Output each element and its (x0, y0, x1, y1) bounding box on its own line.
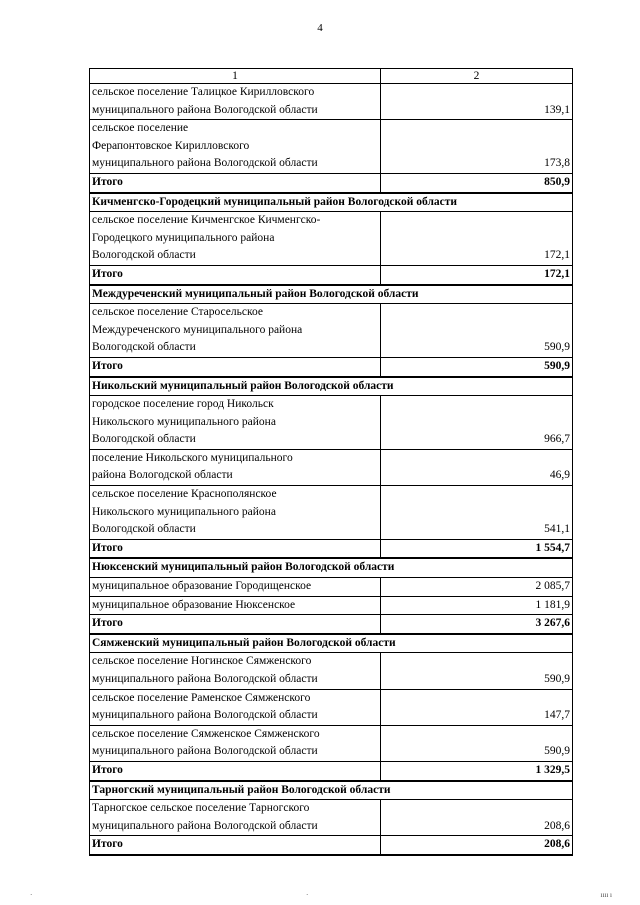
table-row (90, 396, 573, 450)
amount-value: 590,9 (381, 653, 573, 689)
table-row (90, 449, 573, 485)
total-label: Итого (90, 357, 381, 376)
total-label: Итого (90, 836, 381, 855)
table-row (90, 578, 573, 597)
district-header-row (90, 781, 573, 800)
total-row (90, 173, 573, 192)
amount-value: 139,1 (381, 84, 573, 120)
total-label: Итого (90, 539, 381, 558)
district-name: Тарногский муниципальный район Вологодской области (90, 781, 573, 800)
scan-marks: · · ıııı ı (30, 891, 612, 899)
total-row (90, 265, 573, 284)
settlement-name: муниципальное образование Нюксенское (90, 596, 381, 615)
total-value: 850,9 (381, 173, 573, 192)
amount-value: 147,7 (381, 689, 573, 725)
amount-value: 173,8 (381, 120, 573, 174)
total-label: Итого (90, 761, 381, 780)
total-label: Итого (90, 615, 381, 634)
settlement-name: сельское поселение Ферапонтовское Кирилловского муниципального района Вологодской области (90, 120, 381, 174)
settlement-name: сельское поселение Ногинское Сямженского муниципального района Вологодской области (90, 653, 381, 689)
settlement-name: городское поселение город Никольск Никольского муниципального района Вологодской области (90, 396, 381, 450)
total-value: 172,1 (381, 265, 573, 284)
district-name: Междуреченский муниципальный район Вологодской области (90, 285, 573, 304)
district-header-row (90, 193, 573, 212)
table-body (90, 69, 573, 855)
table-row (90, 596, 573, 615)
total-label: Итого (90, 265, 381, 284)
table-row (90, 725, 573, 761)
settlement-name: Тарногское сельское поселение Тарногского муниципального района Вологодской области (90, 800, 381, 836)
total-label: Итого (90, 173, 381, 192)
amount-value: 966,7 (381, 396, 573, 450)
district-header-row (90, 558, 573, 577)
district-name: Никольский муниципальный район Вологодской области (90, 377, 573, 396)
amount-value: 208,6 (381, 800, 573, 836)
district-name: Кичменгско-Городецкий муниципальный район Вологодской области (90, 193, 573, 212)
column-header-2: 2 (381, 69, 573, 84)
table-row (90, 689, 573, 725)
table-row (90, 212, 573, 266)
allocation-table (89, 68, 573, 856)
settlement-name: сельское поселение Сямженское Сямженского муниципального района Вологодской области (90, 725, 381, 761)
amount-value: 1 181,9 (381, 596, 573, 615)
total-row (90, 539, 573, 558)
column-header-1: 1 (90, 69, 381, 84)
total-row (90, 357, 573, 376)
table-row (90, 120, 573, 174)
amount-value: 172,1 (381, 212, 573, 266)
district-header-row (90, 377, 573, 396)
total-row (90, 836, 573, 855)
settlement-name: сельское поселение Раменское Сямженского муниципального района Вологодской области (90, 689, 381, 725)
amount-value: 541,1 (381, 486, 573, 540)
total-value: 1 554,7 (381, 539, 573, 558)
settlement-name: муниципальное образование Городищенское (90, 578, 381, 597)
table-row (90, 486, 573, 540)
total-value: 590,9 (381, 357, 573, 376)
table-row (90, 800, 573, 836)
table-row (90, 653, 573, 689)
total-value: 208,6 (381, 836, 573, 855)
table-row (90, 84, 573, 120)
table-row (90, 304, 573, 358)
district-header-row (90, 285, 573, 304)
district-header-row (90, 634, 573, 653)
total-row (90, 761, 573, 780)
amount-value: 46,9 (381, 449, 573, 485)
district-name: Нюксенский муниципальный район Вологодской области (90, 558, 573, 577)
page-number: 4 (317, 22, 323, 34)
total-value: 3 267,6 (381, 615, 573, 634)
total-row (90, 615, 573, 634)
settlement-name: сельское поселение Талицкое Кирилловского муниципального района Вологодской области (90, 84, 381, 120)
table-header-row (90, 69, 573, 84)
total-value: 1 329,5 (381, 761, 573, 780)
settlement-name: поселение Никольского муниципального района Вологодской области (90, 449, 381, 485)
settlement-name: сельское поселение Краснополянское Никольского муниципального района Вологодской области (90, 486, 381, 540)
amount-value: 590,9 (381, 304, 573, 358)
amount-value: 2 085,7 (381, 578, 573, 597)
settlement-name: сельское поселение Кичменгское Кичменгско- Городецкого муниципального района Вологодской области (90, 212, 381, 266)
amount-value: 590,9 (381, 725, 573, 761)
settlement-name: сельское поселение Старосельское Междуреченского муниципального района Вологодской области (90, 304, 381, 358)
district-name: Сямженский муниципальный район Вологодской области (90, 634, 573, 653)
